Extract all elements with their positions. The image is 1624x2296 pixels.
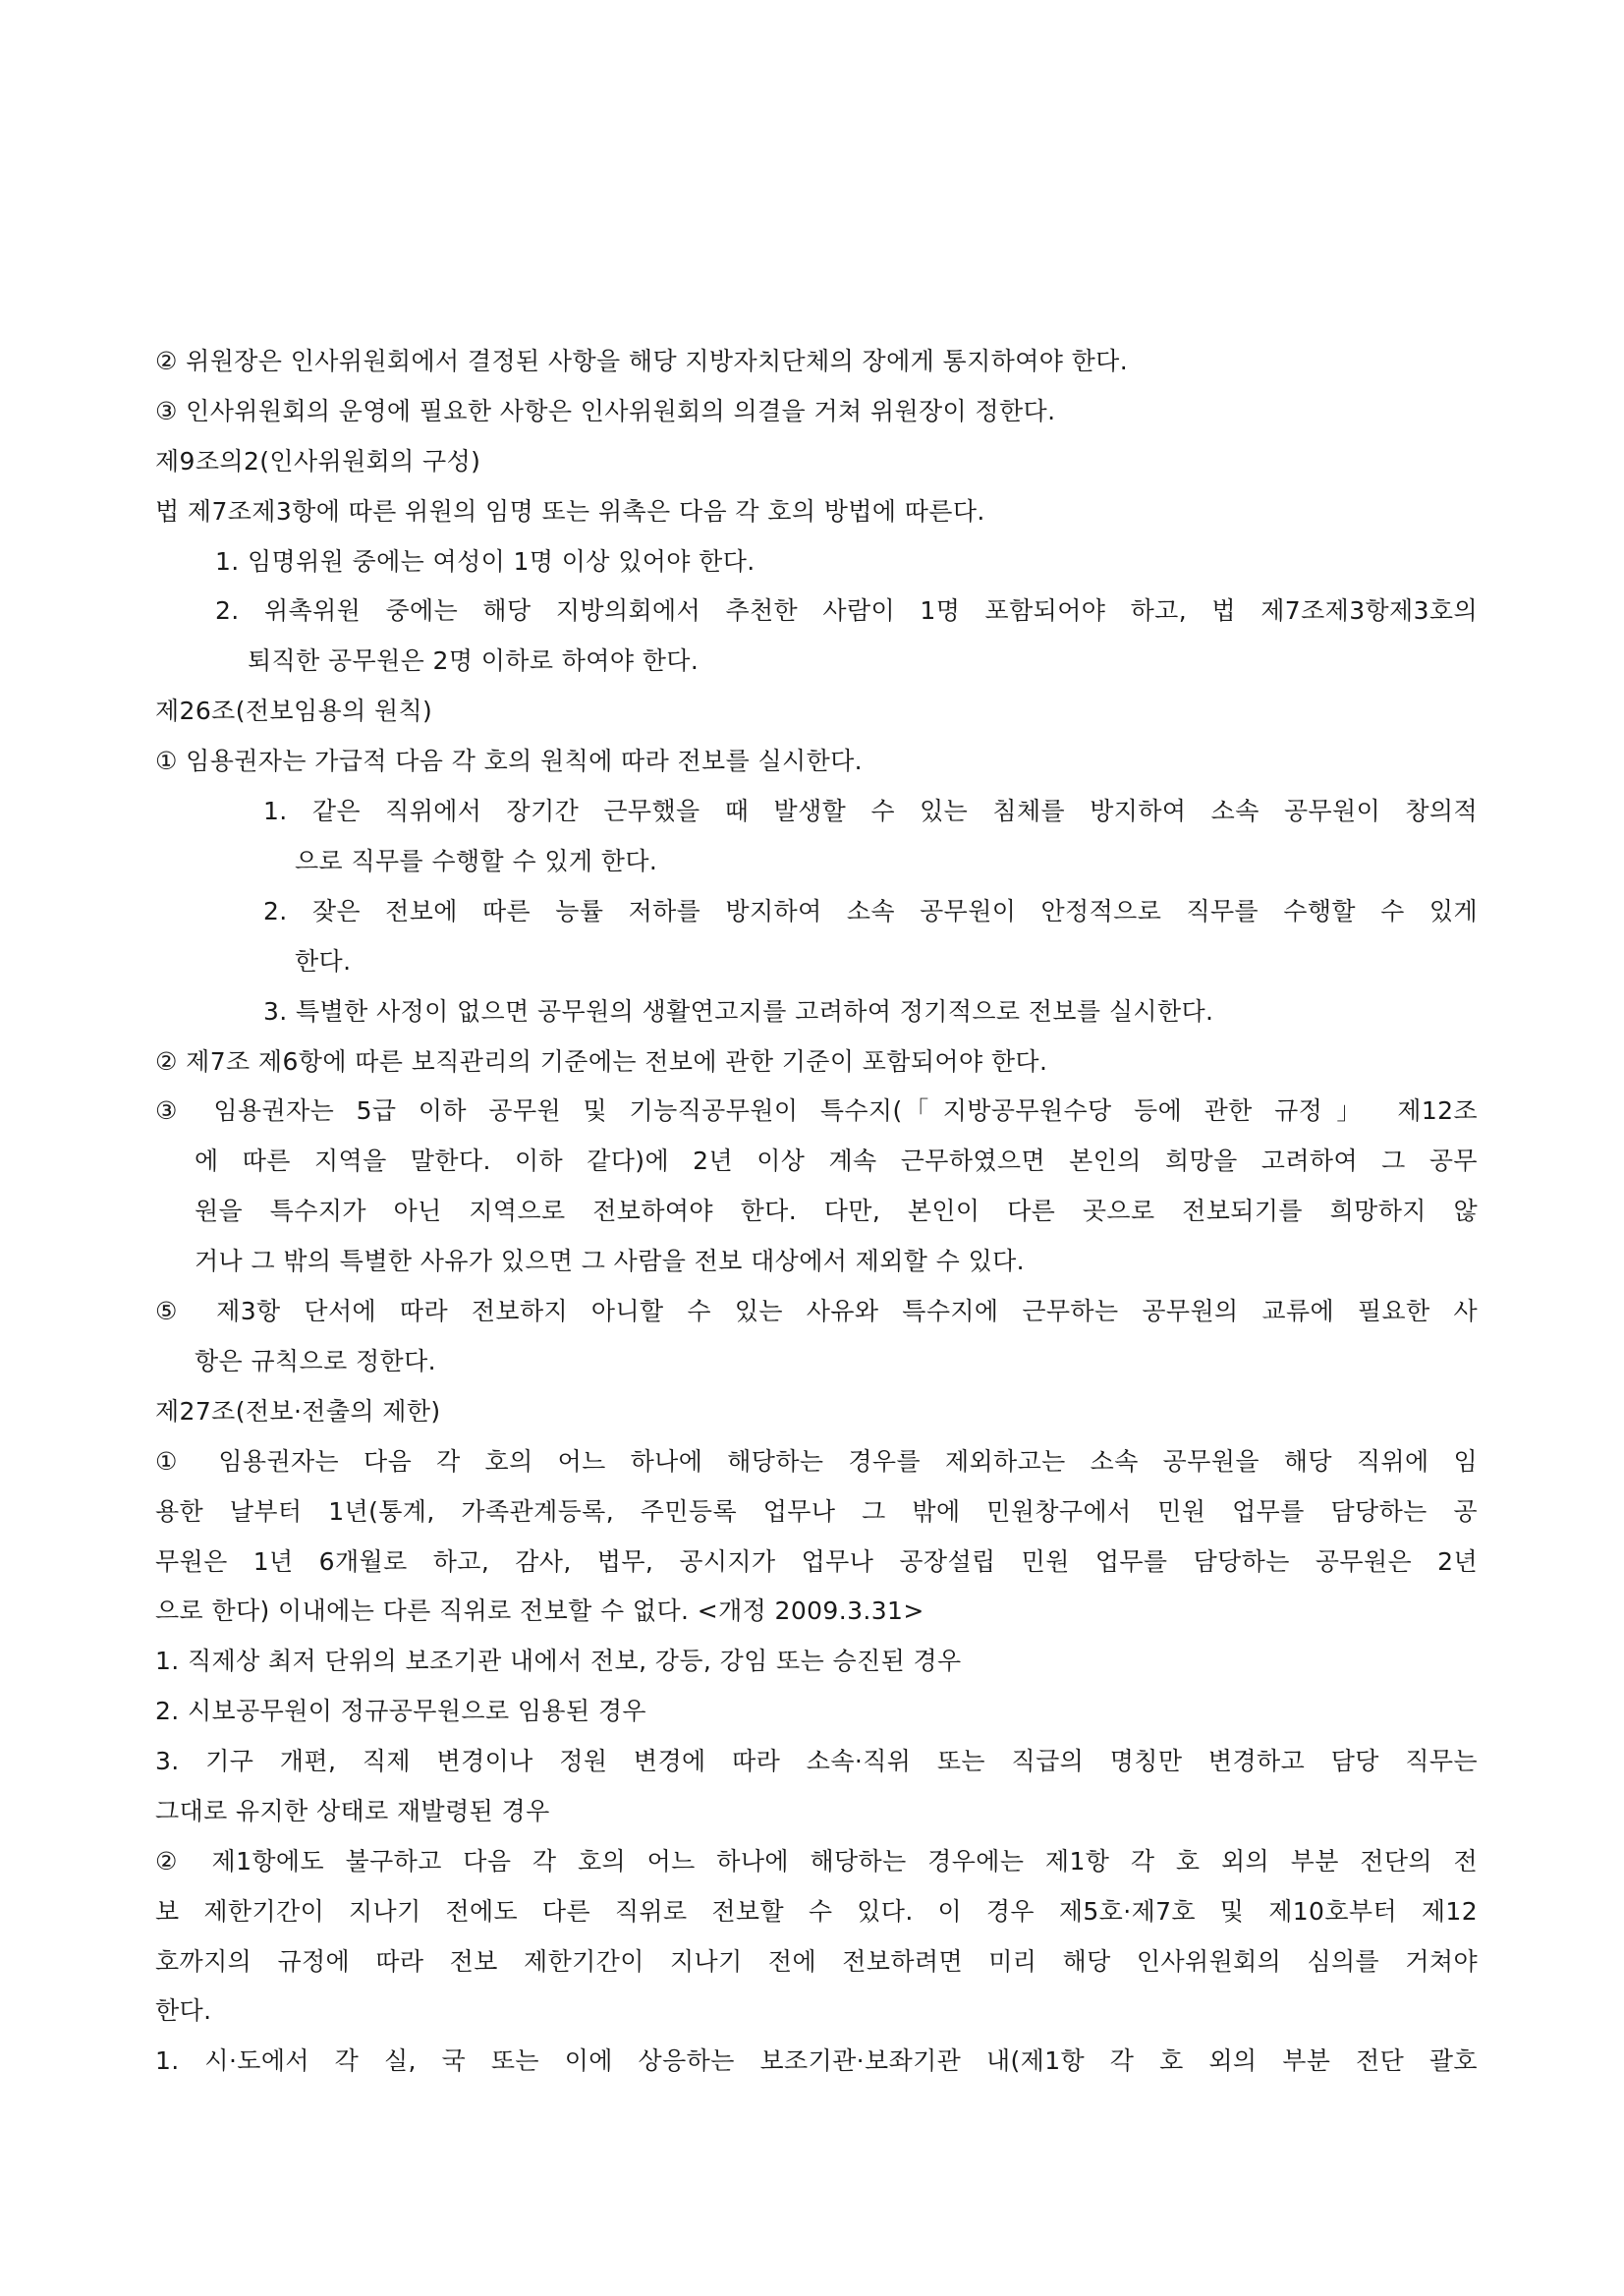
paragraph-line: 에 따른 지역을 말한다. 이하 같다)에 2년 이상 계속 근무하였으면 본인의 희망을 고려하여 그 공무 bbox=[195, 1147, 1478, 1175]
paragraph-line: ① 임용권자는 다음 각 호의 어느 하나에 해당하는 경우를 제외하고는 소속 공무원을 해당 직위에 임 bbox=[155, 1447, 1478, 1476]
article-heading: 제27조(전보·전출의 제한) bbox=[155, 1397, 441, 1426]
paragraph-line: ① 임용권자는 가급적 다음 각 호의 원칙에 따라 전보를 실시한다. bbox=[155, 747, 864, 775]
list-item: 3. 특별한 사정이 없으면 공무원의 생활연고지를 고려하여 정기적으로 전보를 실시한다. bbox=[263, 997, 1214, 1026]
paragraph-line: ⑤ 제3항 단서에 따라 전보하지 아니할 수 있는 사유와 특수지에 근무하는 공무원의 교류에 필요한 사 bbox=[155, 1297, 1478, 1325]
list-item-continuation: 퇴직한 공무원은 2명 이하로 하여야 한다. bbox=[248, 646, 700, 675]
article-heading: 제9조의2(인사위원회의 구성) bbox=[155, 447, 481, 476]
paragraph-line: 원을 특수지가 아닌 지역으로 전보하여야 한다. 다만, 본인이 다른 곳으로 전보되기를 희망하지 않 bbox=[195, 1197, 1478, 1225]
list-item: 2. 위촉위원 중에는 해당 지방의회에서 추천한 사람이 1명 포함되어야 하고, 법 제7조제3항제3호의 bbox=[215, 596, 1478, 625]
list-item-continuation: 한다. bbox=[295, 947, 352, 976]
paragraph-line: ② 제1항에도 불구하고 다음 각 호의 어느 하나에 해당하는 경우에는 제1항 각 호 외의 부분 전단의 전 bbox=[155, 1847, 1479, 1876]
list-item: 2. 시보공무원이 정규공무원으로 임용된 경우 bbox=[155, 1697, 646, 1725]
list-item: 1. 시·도에서 각 실, 국 또는 이에 상응하는 보조기관·보좌기관 내(제1항 각 호 외의 부분 전단 괄호 bbox=[155, 2046, 1478, 2075]
paragraph-line: ② 위원장은 인사위원회에서 결정된 사항을 해당 지방자치단체의 장에게 통지하여야 한다. bbox=[155, 347, 1129, 375]
paragraph-line: ③ 임용권자는 5급 이하 공무원 및 기능직공무원이 특수지(「지방공무원수당 등에 관한 규정」 제12조 bbox=[155, 1096, 1478, 1125]
paragraph-line: 무원은 1년 6개월로 하고, 감사, 법무, 공시지가 업무나 공장설립 민원 업무를 담당하는 공무원은 2년 bbox=[155, 1547, 1478, 1576]
article-heading: 제26조(전보임용의 원칙) bbox=[155, 697, 433, 725]
paragraph-line: 항은 규칙으로 정한다. bbox=[195, 1347, 436, 1375]
list-item: 1. 직제상 최저 단위의 보조기관 내에서 전보, 강등, 강임 또는 승진된 경우 bbox=[155, 1647, 962, 1675]
list-item-continuation: 으로 직무를 수행할 수 있게 한다. bbox=[295, 847, 658, 875]
paragraph-line: 법 제7조제3항에 따른 위원의 임명 또는 위촉은 다음 각 호의 방법에 따른다. bbox=[155, 497, 985, 526]
list-item: 2. 잦은 전보에 따른 능률 저하를 방지하여 소속 공무원이 안정적으로 직무를 수행할 수 있게 bbox=[263, 897, 1478, 925]
paragraph-line: ② 제7조 제6항에 따른 보직관리의 기준에는 전보에 관한 기준이 포함되어야 한다. bbox=[155, 1047, 1048, 1076]
paragraph-line: ③ 인사위원회의 운영에 필요한 사항은 인사위원회의 의결을 거쳐 위원장이 정한다. bbox=[155, 397, 1056, 425]
paragraph-line: 한다. bbox=[155, 1996, 212, 2025]
list-item-continuation: 그대로 유지한 상태로 재발령된 경우 bbox=[155, 1797, 550, 1825]
list-item: 1. 같은 직위에서 장기간 근무했을 때 발생할 수 있는 침체를 방지하여 소속 공무원이 창의적 bbox=[263, 797, 1478, 825]
list-item: 1. 임명위원 중에는 여성이 1명 이상 있어야 한다. bbox=[215, 547, 756, 576]
paragraph-line: 으로 한다) 이내에는 다른 직위로 전보할 수 없다. <개정 2009.3.31> bbox=[155, 1596, 924, 1625]
paragraph-line: 보 제한기간이 지나기 전에도 다른 직위로 전보할 수 있다. 이 경우 제5호·제7호 및 제10호부터 제12 bbox=[155, 1897, 1478, 1926]
paragraph-line: 거나 그 밖의 특별한 사유가 있으면 그 사람을 전보 대상에서 제외할 수 있다. bbox=[195, 1247, 1026, 1275]
paragraph-line: 용한 날부터 1년(통계, 가족관계등록, 주민등록 업무나 그 밖에 민원창구에서 민원 업무를 담당하는 공 bbox=[155, 1497, 1478, 1526]
paragraph-line: 호까지의 규정에 따라 전보 제한기간이 지나기 전에 전보하려면 미리 해당 인사위원회의 심의를 거쳐야 bbox=[155, 1947, 1478, 1976]
list-item: 3. 기구 개편, 직제 변경이나 정원 변경에 따라 소속·직위 또는 직급의 명칭만 변경하고 담당 직무는 bbox=[155, 1747, 1478, 1775]
